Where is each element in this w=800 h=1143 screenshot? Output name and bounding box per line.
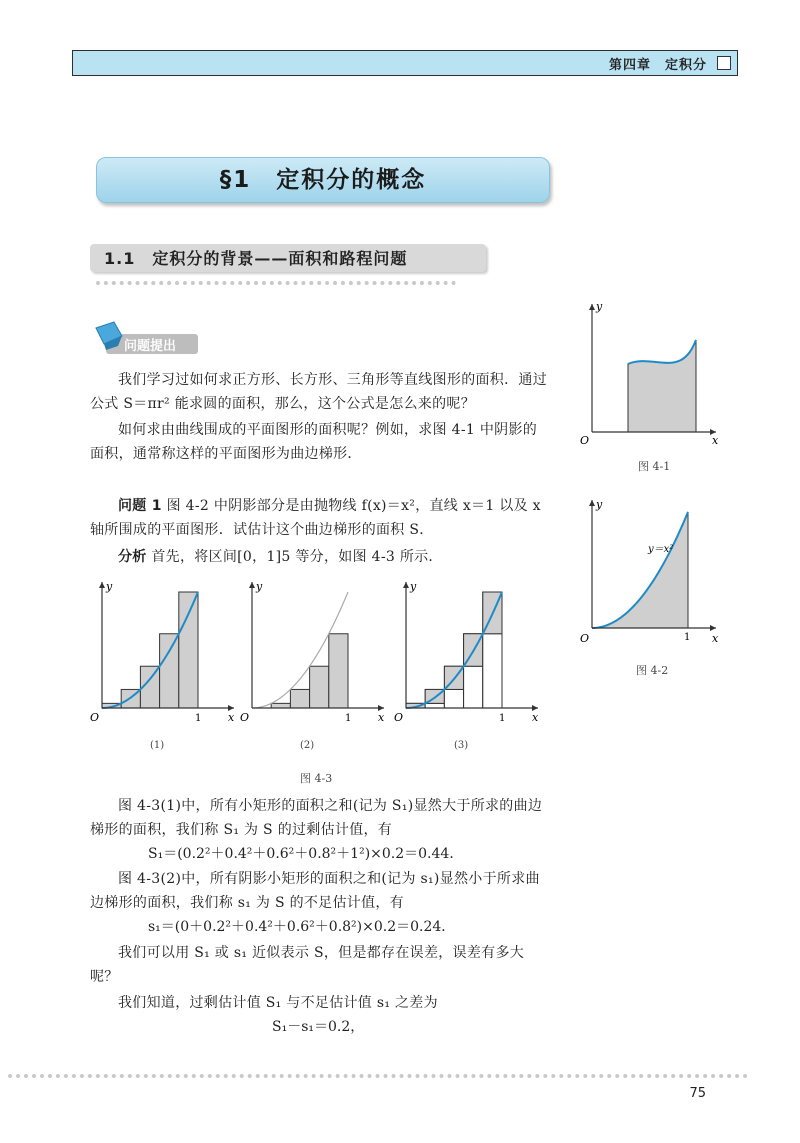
problem-label-text: 问题提出	[124, 339, 177, 354]
tick-label: 1	[499, 713, 506, 724]
fig42-tick-1: 1	[684, 632, 691, 643]
y-axis-arrow	[99, 582, 105, 588]
sub-caption: (2)	[300, 740, 315, 751]
sub-caption: (3)	[454, 740, 469, 751]
fig42-ylabel: y	[596, 498, 603, 511]
x-label: x	[228, 711, 235, 724]
lower-rect	[290, 689, 309, 708]
dotted-divider-bottom	[8, 1074, 748, 1078]
y-label: y	[410, 580, 417, 593]
lower-rect	[310, 666, 329, 708]
fig42-curve-label: y＝x²	[648, 544, 674, 555]
upper-rect	[179, 592, 198, 708]
equation-difference: S₁－s₁＝0.2，	[272, 1019, 365, 1035]
paragraph-error: 我们可以用 S₁ 或 s₁ 近似表示 S，但是都存在误差，误差有多大呢？	[90, 945, 525, 985]
running-header	[72, 50, 738, 76]
equation-s1: s₁＝(0＋0.2²＋0.4²＋0.6²＋0.8²)×0.2＝0.24．	[148, 919, 456, 935]
lower-rect	[425, 703, 444, 708]
lower-rect	[329, 634, 348, 708]
fig42-caption: 图 4-2	[636, 664, 669, 677]
fig42-xlabel: x	[712, 632, 719, 645]
analysis-label: 分析	[118, 549, 147, 565]
analysis	[90, 545, 550, 569]
problem-1	[90, 494, 550, 542]
section-title: §1 定积分的概念	[219, 167, 427, 193]
upper-rect	[160, 634, 179, 708]
analysis-text: 首先，将区间[0，1]5 等分，如图 4-3 所示．	[151, 549, 443, 565]
problem-1-label: 问题 1	[118, 498, 162, 514]
origin-label: O	[240, 711, 250, 724]
equation-S1: S₁＝(0.2²＋0.4²＋0.6²＋0.8²＋1²)×0.2＝0.44．	[148, 846, 464, 862]
figure-4-3-1	[88, 576, 238, 756]
fig41-xlabel: x	[712, 434, 719, 447]
origin-label: O	[394, 711, 404, 724]
figure-4-1	[576, 298, 726, 478]
paragraph-lower-estimate: 图 4-3(2)中，所有阴影小矩形的面积之和(记为 s₁)显然小于所求曲边梯形的面积，我们称 s₁ 为 S 的不足估计值，有	[90, 871, 540, 911]
intro-paragraph-1: 我们学习过如何求正方形、长方形、三角形等直线图形的面积．通过公式 S＝πr² 能求圆的面积，那么，这个公式是怎么来的呢？	[90, 372, 547, 412]
lower-rect	[483, 634, 502, 708]
header-square-icon	[717, 56, 731, 70]
subsection-title: 1.1 定积分的背景——面积和路程问题	[104, 249, 408, 268]
fig41-origin: O	[580, 434, 590, 447]
lower-rect	[271, 703, 290, 708]
paragraph-upper-estimate: 图 4-3(1)中，所有小矩形的面积之和(记为 S₁)显然大于所求的曲边梯形的面积，我们称 S₁ 为 S 的过剩估计值，有	[90, 798, 543, 838]
figure-4-2	[576, 494, 726, 684]
x-label: x	[378, 711, 385, 724]
paragraph-difference: 我们知道，过剩估计值 S₁ 与不足估计值 s₁ 之差为	[118, 995, 438, 1011]
origin-label: O	[90, 711, 100, 724]
y-axis-arrow	[403, 582, 409, 588]
figure-4-3-3	[392, 576, 542, 756]
y-label: y	[256, 580, 263, 593]
fig43-caption: 图 4-3	[300, 772, 333, 785]
tick-label: 1	[345, 713, 352, 724]
lower-rect	[444, 689, 463, 708]
fig41-caption: 图 4-1	[638, 460, 671, 473]
lower-rect	[464, 666, 483, 708]
x-label: x	[532, 711, 539, 724]
section-banner	[96, 157, 550, 203]
problem-1-text: 图 4-2 中阴影部分是由抛物线 f(x)＝x²，直线 x＝1 以及 x 轴所围成的平面图形．试估计这个曲边梯形的面积 S．	[90, 498, 541, 538]
pencil-icon	[92, 320, 126, 354]
chapter-title: 第四章 定积分	[608, 58, 707, 73]
figure-4-3-2	[238, 576, 388, 756]
fig41-ylabel: y	[596, 300, 603, 313]
dotted-divider	[96, 281, 456, 285]
intro-paragraph-2: 如何求由曲线围成的平面图形的面积呢？例如，求图 4-1 中阴影的面积，通常称这样的平面图形为曲边梯形．	[90, 422, 538, 462]
sub-caption: (1)	[150, 740, 165, 751]
subsection-bar	[90, 244, 486, 272]
fig42-origin: O	[580, 632, 590, 645]
tick-label: 1	[195, 713, 202, 724]
y-axis-arrow	[249, 582, 255, 588]
y-label: y	[106, 580, 113, 593]
page-number: 75	[689, 1086, 706, 1101]
